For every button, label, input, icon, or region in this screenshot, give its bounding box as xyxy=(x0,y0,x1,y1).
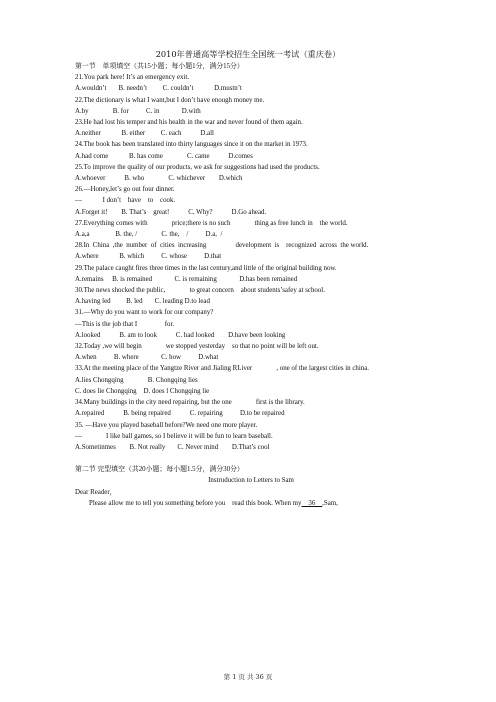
passage-title: Instruduction to Letters to Sam xyxy=(208,477,294,485)
exam-content xyxy=(75,61,427,509)
passage-text-after: ,Sam, xyxy=(322,499,338,507)
question-options: A.when B. where C. how D.what xyxy=(75,354,219,362)
blank-36: 36 xyxy=(301,499,323,507)
letter-salutation: Dear Reader， xyxy=(75,488,117,496)
question-options: A.where B. which C. whose D.that xyxy=(75,253,222,261)
question-stem: 25.To improve the quality of our products, we ask for suggestions had used the products. xyxy=(75,163,320,171)
question-stem: 30.The news shocked the public, to great concern about students’safey at school. xyxy=(75,287,325,295)
question-stem: 21.You park here! It’s an emergency exit. xyxy=(75,74,189,82)
question-stem-reply: — I like ball games, so I believe it will be fun to learn baseball. xyxy=(75,432,273,440)
question-options: A.neither B. either C. each D.all xyxy=(75,130,214,138)
question-stem: 23.He had lost his temper and his health in the war and never found of them again. xyxy=(75,119,303,127)
section1-heading: 第一节 单项填空（共15小题；每小题1分，满分15分） xyxy=(75,63,244,70)
question-options: A.remains B. is remained C. is remaining D.has been remained xyxy=(75,275,298,283)
passage-first-line xyxy=(75,498,427,509)
question-stem-reply: —This is the job that I for. xyxy=(75,320,175,328)
question-stem: 28.In China ,the number of cities increasing development is recognized across the world. xyxy=(75,242,369,250)
question-options: A.wouldn’t B. needn’t C. couldn’t D.mustn’t xyxy=(75,85,242,93)
question-options: A.a,a B. the, / C. the, / D.a, / xyxy=(75,231,223,239)
question-stem: 24.The book has been translated into thirty languages since it on the market in 1973. xyxy=(75,141,308,149)
exam-title: 2010年普通高等学校招生全国统一考试（重庆卷） xyxy=(155,49,341,59)
page-footer: 第 1 页 共 36 页 xyxy=(223,673,273,681)
question-stem: 33.At the meeting place of the Yangtze River and Jialing RLiver , one of the largest cities in china. xyxy=(75,365,369,373)
question-options-row2: C. does lie Chongqing D. does l Chongqing lie xyxy=(75,387,210,395)
question-options: A.repaired B. being repaired C. repairing D.to be repaired xyxy=(75,410,285,418)
question-options: A.by B. for C. in D.with xyxy=(75,107,201,115)
question-stem-reply: — I don’t have to cook. xyxy=(75,197,176,205)
question-stem: 29.The palace caught fires three times in the last century,and little of the original building now. xyxy=(75,264,337,272)
section2-heading: 第二节 完型填空（共20小题；每小题1.5分，满分30分） xyxy=(75,466,244,474)
question-options: A.Forget it! B. That’s great! C. Why? D.Go ahead. xyxy=(75,208,267,216)
question-options: A.having led B. led C. leading D.to lead xyxy=(75,298,210,306)
question-options: A.whoever B. who C. whichever D.which xyxy=(75,175,243,183)
question-options: A.Sometinmes B. Not really C. Never mind D.That’s cool xyxy=(75,443,270,451)
question-options: A.had come B. has come C. came D.comes xyxy=(75,152,253,160)
question-stem: 35. —Have you played baseball before?We need one more player. xyxy=(75,421,258,429)
question-stem: 31.—Why do you want to work for our company? xyxy=(75,309,214,317)
passage-text: Please allow me to tell you something before you read this book. When my xyxy=(89,499,302,507)
question-stem: 32.Today ,we will begin we stopped yesterday so that no point will be left out. xyxy=(75,343,319,351)
question-stem: 34.Many buildings in the city need repairing, but the one first is the library. xyxy=(75,399,305,407)
question-stem: 22.The dictionary is what I want,but I don’t have enough money me. xyxy=(75,96,265,104)
question-options: A.looked B. am to look C. had looked D.have been looking xyxy=(75,331,286,339)
question-stem: 27.Everything comes with price;there is no such thing as free lunch in the world. xyxy=(75,219,348,227)
question-stem: 26.—Honey,let’s go out four dinner. xyxy=(75,186,175,194)
question-options: A.lies Chongqing B. Chongqing lies xyxy=(75,376,198,384)
